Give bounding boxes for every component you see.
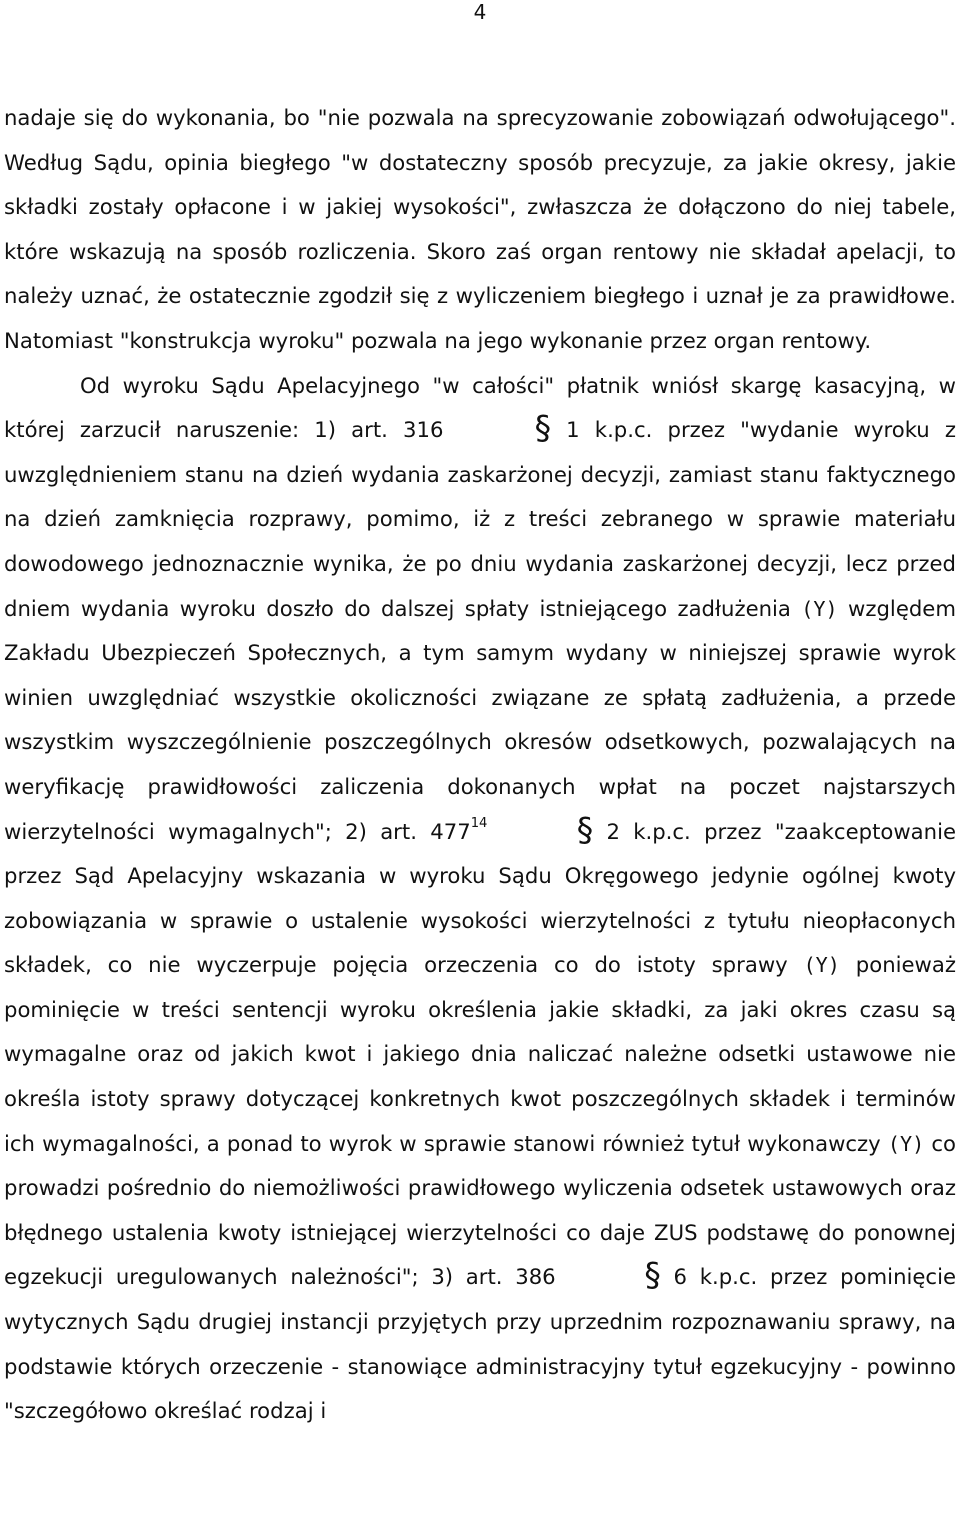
paragraph-2-text: 1 k.p.c. przez "wydanie wyroku z uwzględnieniem stanu na dzień wydania zaskarżonej decyzji, zamiast stanu faktycznego na dzień zamknięcia rozprawy, pomimo, iż z treści zebranego w sprawie materiału dowodowego jednoznacznie wynika, że po dniu wydania zaskarżonej decyzji, lecz przed dniem wydania wyroku doszło do dalszej spłaty istniejącego zadłużenia xyxy=(4,417,956,621)
document-body xyxy=(4,96,956,1434)
paragraph-1: nadaje się do wykonania, bo "nie pozwala na sprecyzowanie zobowiązań odwołującego". Według Sądu, opinia biegłego "w dostateczny sposób precyzuje, za jakie okresy, jakie składki zostały opłacone i w jakiej wysokości", zwłaszcza że dołączono do niej tabele, które wskazują na sposób rozliczenia. Skoro zaś organ rentowy nie składał apelacji, to należy uznać, że ostatecznie zgodził się z wyliczeniem biegłego i uznał je za prawidłowe. Natomiast "konstrukcja wyroku" pozwala na jego wykonanie przez organ rentowy. xyxy=(4,105,956,353)
paragraph-2-text: względem Zakładu Ubezpieczeń Społecznych, a tym samym wydany w niniejszej sprawie wyrok winien uwzględniać wszystkie okoliczności związane ze spłatą zadłużenia, a przede wszystkim wyszczególnienie poszczególnych okresów odsetkowych, pozwalających na weryfikację prawidłowości zaliczenia dokonanych wpłat na poczet najstarszych wierzytelności wymagalnych"; 2) art. 477 xyxy=(4,595,956,844)
superscript-number: 14 xyxy=(470,815,488,831)
paragraph-2-text: 2 k.p.c. przez "zaakceptowanie przez Sąd Apelacyjny wskazania w wyroku Sądu Okręgowego jedynie ogólnej kwoty zobowiązania w sprawie o ustalenie wysokości wierzytelności z tytułu nieopłaconych składek, co nie wyczerpuje pojęcia orzeczenia co do istoty sprawy xyxy=(4,818,956,978)
page-number: 4 xyxy=(473,0,487,24)
paragraph-2-text: Od wyroku Sądu Apelacyjnego "w całości" płatnik wniósł skargę kasacyjną, w której zarzucił naruszenie: 1) art. 316 xyxy=(4,372,956,443)
placeholder-mark: (Y) xyxy=(801,596,838,621)
paragraph-2-text: ponieważ pominięcie w treści sentencji wyroku określenia jakie składki, za jaki okres czasu są wymagalne oraz od jakich kwot i jakiego dnia naliczać należne odsetki ustawowe nie określa istoty sprawy dotyczącej konkretnych kwot poszczególnych składek i terminów ich wymagalności, a ponad to wyrok w sprawie stanowi również tytuł wykonawczy xyxy=(4,952,956,1156)
paragraph-2-text: co prowadzi pośrednio do niemożliwości prawidłowego wyliczenia odsetek ustawowych oraz błędnego ustalenia kwoty istniejącej wierzytelności co daje ZUS podstawę do ponownej egzekucji uregulowanych należności"; 3) art. 386 xyxy=(4,1130,956,1290)
paragraph-2: Od wyroku Sądu Apelacyjnego "w całości" płatnik wniósł skargę kasacyjną, w której zarzucił naruszenie: 1) art. 316 § 1 k.p.c. przez "wydanie wyroku z uwzględnieniem stanu na dzień wydania zaskarżonej decyzji, zamiast stanu faktycznego na dzień zamknięcia rozprawy, pomimo, iż z treści zebranego w sprawie materiału dowodowego jednoznacznie wynika, że po dniu wydania zaskarżonej decyzji, lecz przed dniem wydania wyroku doszło do dalszej spłaty istniejącego zadłużenia (Y) względem Zakładu Ubezpieczeń Społecznych, a tym samym wydany w niniejszej sprawie wyrok winien uwzględniać wszystkie okoliczności związane ze spłatą zadłużenia, a przede wszystkim wyszczególnienie poszczególnych okresów odsetkowych, pozwalających na weryfikację prawidłowości zaliczenia dokonanych wpłat na poczet najstarszych wierzytelności wymagalnych"; 2) art. $477^{14}$ § 2 k.p.c. przez "zaakceptowanie przez Sąd Apelacyjny wskazania w wyroku Sądu Okręgowego jedynie ogólnej kwoty zobowiązania w sprawie o ustalenie wysokości wierzytelności z tytułu nieopłaconych składek, co nie wyczerpuje pojęcia orzeczenia co do istoty sprawy (Y) ponieważ pominięcie w treści sentencji wyroku określenia jakie składki, za jaki okres czasu są wymagalne oraz od jakich kwot i jakiego dnia naliczać należne odsetki ustawowe nie określa istoty sprawy dotyczącej konkretnych kwot poszczególnych składek i terminów ich wymagalności, a ponad to wyrok w sprawie stanowi również tytuł wykonawczy (Y) co prowadzi pośrednio do niemożliwości prawidłowego wyliczenia odsetek ustawowych oraz błędnego ustalenia kwoty istniejącej wierzytelności co daje ZUS podstawę do ponownej egzekucji uregulowanych należności"; 3) art. 386 § 6 k.p.c. przez pominięcie wytycznych Sądu drugiej instancji przyjętych przy uprzednim rozpoznawaniu sprawy, na podstawie których orzeczenie - stanowiące administracyjny tytuł egzekucyjny - powinno "szczegółowo określać rodzaj i xyxy=(4,372,956,1424)
paragraph-2-text xyxy=(487,819,500,844)
placeholder-mark: (Y) xyxy=(887,1131,925,1156)
placeholder-mark: (Y) xyxy=(803,953,840,978)
paragraph-2-text: 6 k.p.c. przez pominięcie wytycznych Sądu drugiej instancji przyjętych przy uprzednim rozpoznawaniu sprawy, na podstawie których orzeczenie - stanowiące administracyjny tytuł egzekucyjny - powinno "szczegółowo określać rodzaj i xyxy=(4,1264,956,1424)
